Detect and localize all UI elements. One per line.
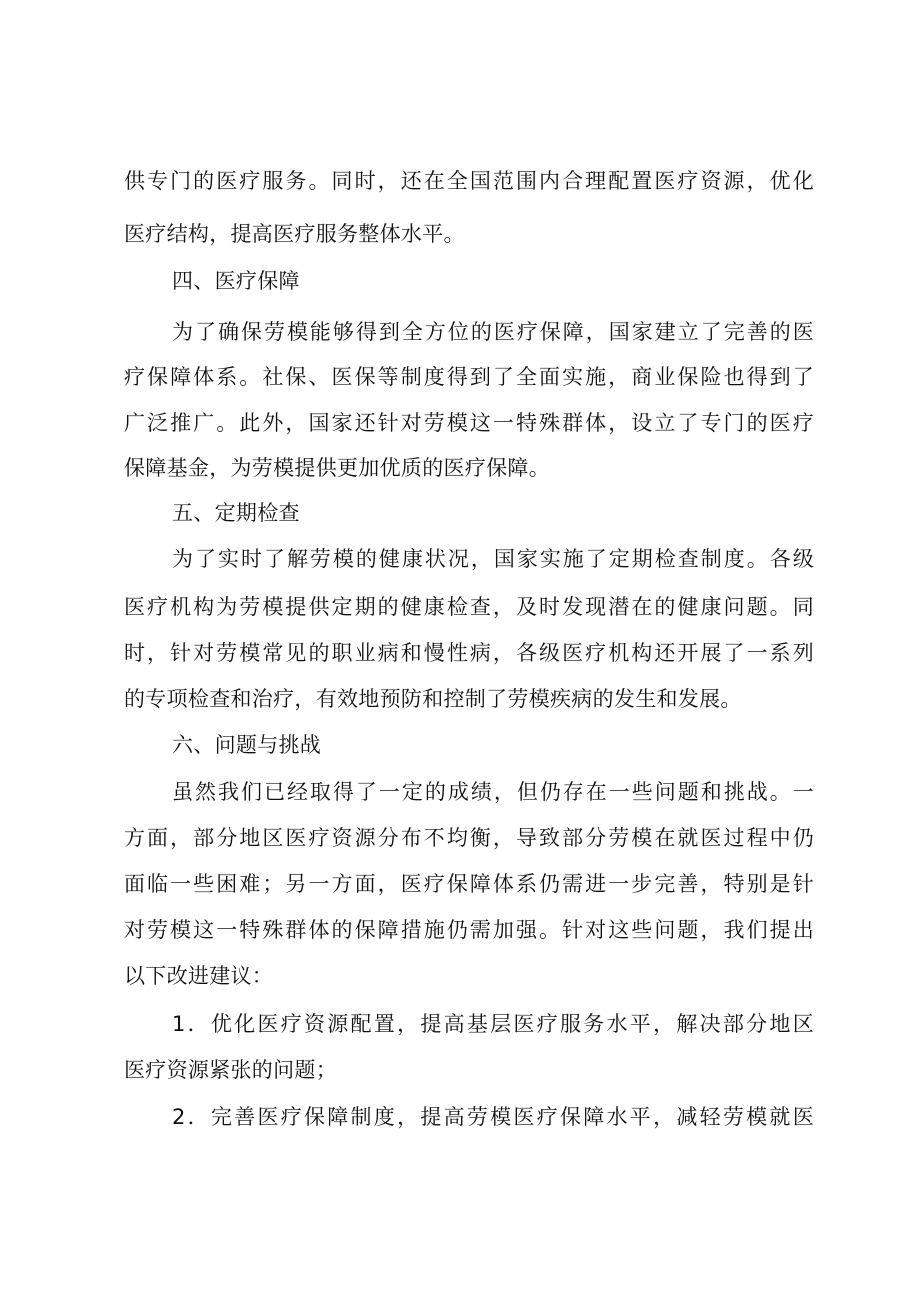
section-heading-problems-challenges: 六、问题与挑战	[172, 733, 322, 757]
paragraph-line: 面临一些困难；另一方面，医疗保障体系仍需进一步完善，特别是针	[124, 872, 814, 896]
section-heading-medical-security: 四、医疗保障	[172, 269, 300, 293]
paragraph-line: 的专项检查和治疗，有效地预防和控制了劳模疾病的发生和发展。	[124, 687, 742, 711]
paragraph-line: 以下改进建议：	[124, 964, 274, 988]
suggestion-item-line: 医疗资源紧张的问题；	[124, 1058, 337, 1082]
paragraph-line: 广泛推广。此外，国家还针对劳模这一特殊群体，设立了专门的医疗	[124, 411, 814, 435]
paragraph-line: 为了确保劳模能够得到全方位的医疗保障，国家建立了完善的医	[172, 320, 814, 344]
paragraph-line: 时，针对劳模常见的职业病和慢性病，各级医疗机构还开展了一系列	[124, 641, 814, 665]
paragraph-line: 医疗结构，提高医疗服务整体水平。	[124, 222, 465, 246]
paragraph-line: 对劳模这一特殊群体的保障措施仍需加强。针对这些问题，我们提出	[124, 918, 814, 942]
paragraph-line: 虽然我们已经取得了一定的成绩，但仍存在一些问题和挑战。一	[172, 780, 814, 804]
paragraph-line: 疗保障体系。社保、医保等制度得到了全面实施，商业保险也得到了	[124, 365, 814, 389]
paragraph-line: 方面，部分地区医疗资源分布不均衡，导致部分劳模在就医过程中仍	[124, 826, 814, 850]
section-heading-regular-checkup: 五、定期检查	[172, 501, 300, 525]
paragraph-line: 医疗机构为劳模提供定期的健康检查，及时发现潜在的健康问题。同	[124, 595, 814, 619]
suggestion-item-line: 1．优化医疗资源配置，提高基层医疗服务水平，解决部分地区	[172, 1012, 814, 1036]
paragraph-line: 供专门的医疗服务。同时，还在全国范围内合理配置医疗资源，优化	[124, 169, 814, 193]
suggestion-item-line: 2．完善医疗保障制度，提高劳模医疗保障水平，减轻劳模就医	[172, 1105, 814, 1129]
paragraph-line: 保障基金，为劳模提供更加优质的医疗保障。	[124, 456, 550, 480]
paragraph-line: 为了实时了解劳模的健康状况，国家实施了定期检查制度。各级	[172, 547, 814, 571]
